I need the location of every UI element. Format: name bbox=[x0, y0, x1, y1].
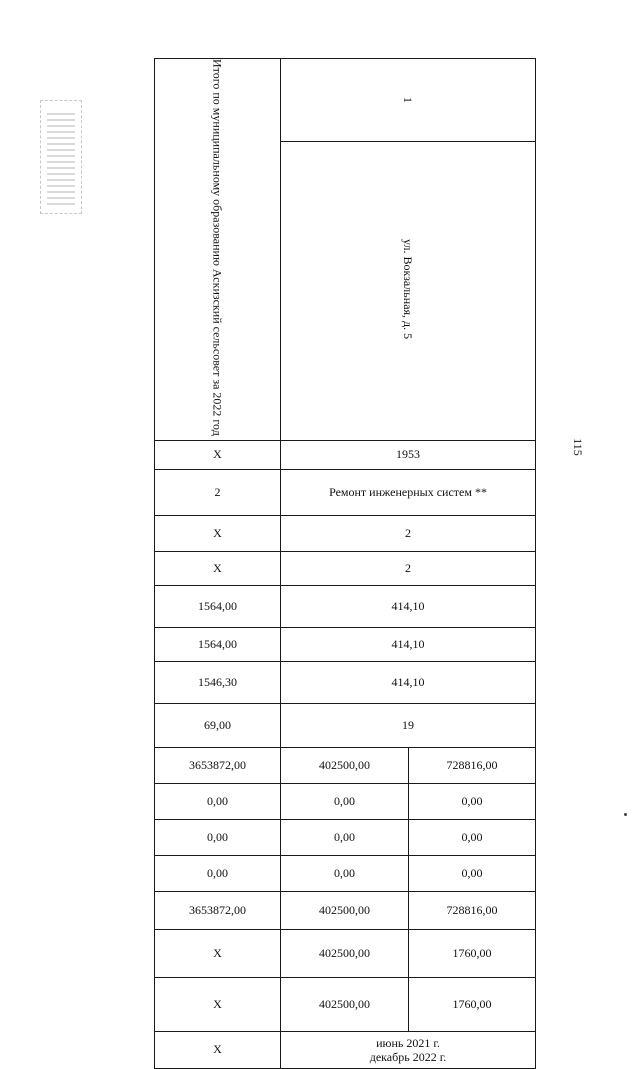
table-row bbox=[155, 661, 536, 703]
year-value: 1953 bbox=[281, 440, 536, 469]
period-end: декабрь 2022 г. bbox=[369, 1049, 447, 1064]
period-cell bbox=[281, 1031, 536, 1068]
margin-dot bbox=[624, 813, 627, 816]
entrances-value: 2 bbox=[281, 551, 536, 585]
cost4-total: 3653872,00 bbox=[155, 891, 281, 929]
unit-cost-max-b: 1760,00 bbox=[409, 977, 536, 1031]
cost3-total: 0,00 bbox=[155, 855, 281, 891]
table-row bbox=[155, 783, 536, 819]
table-row bbox=[155, 551, 536, 585]
unit-cost-max-total: X bbox=[155, 977, 281, 1031]
area3-value: 414,10 bbox=[281, 661, 536, 703]
table-row bbox=[155, 891, 536, 929]
cost2-a: 0,00 bbox=[281, 819, 409, 855]
cost2-total: 0,00 bbox=[155, 819, 281, 855]
work-type-total: 2 bbox=[155, 469, 281, 515]
cost-total-b: 728816,00 bbox=[409, 747, 536, 783]
table-row bbox=[155, 855, 536, 891]
unit-cost-total: X bbox=[155, 929, 281, 977]
unit-cost-b: 1760,00 bbox=[409, 929, 536, 977]
unit-cost-a: 402500,00 bbox=[281, 929, 409, 977]
table-row bbox=[155, 1031, 536, 1068]
cost1-a: 0,00 bbox=[281, 783, 409, 819]
address-cell bbox=[281, 141, 536, 440]
year-total: X bbox=[155, 440, 281, 469]
cost4-b: 728816,00 bbox=[409, 891, 536, 929]
period-total: X bbox=[155, 1031, 281, 1068]
residents-total: 69,00 bbox=[155, 703, 281, 747]
area2-total: 1564,00 bbox=[155, 627, 281, 661]
page-number: 115 bbox=[571, 438, 585, 456]
unit-cost-max-a: 402500,00 bbox=[281, 977, 409, 1031]
cost2-b: 0,00 bbox=[409, 819, 536, 855]
cost3-a: 0,00 bbox=[281, 855, 409, 891]
cost4-a: 402500,00 bbox=[281, 891, 409, 929]
total-header-cell bbox=[155, 59, 281, 441]
cost3-b: 0,00 bbox=[409, 855, 536, 891]
total-header-text: Итого по муниципальному образованию Аскизский сельсовет за 2022 год bbox=[210, 59, 225, 436]
table-row bbox=[155, 469, 536, 515]
summary-table bbox=[154, 58, 536, 1069]
area3-total: 1546,30 bbox=[155, 661, 281, 703]
table-row bbox=[155, 977, 536, 1031]
table-row bbox=[155, 819, 536, 855]
stamp-mark bbox=[40, 100, 82, 214]
cost1-b: 0,00 bbox=[409, 783, 536, 819]
table-row bbox=[155, 747, 536, 783]
period-start: июнь 2021 г. bbox=[376, 1035, 440, 1050]
area2-value: 414,10 bbox=[281, 627, 536, 661]
table-row bbox=[155, 59, 536, 142]
number-cell bbox=[281, 59, 536, 142]
cost-total-a: 402500,00 bbox=[281, 747, 409, 783]
entrances-total: X bbox=[155, 551, 281, 585]
cost1-total: 0,00 bbox=[155, 783, 281, 819]
number-text: 1 bbox=[401, 97, 415, 104]
table-row bbox=[155, 440, 536, 469]
address-text: ул. Вокзальная, д. 5 bbox=[401, 238, 415, 339]
table-row bbox=[155, 515, 536, 551]
table-row bbox=[155, 703, 536, 747]
area-value: 414,10 bbox=[281, 585, 536, 627]
work-type-value: Ремонт инженерных систем ** bbox=[281, 469, 536, 515]
table-row bbox=[155, 929, 536, 977]
table-row bbox=[155, 627, 536, 661]
table-row bbox=[155, 585, 536, 627]
floors-value: 2 bbox=[281, 515, 536, 551]
residents-value: 19 bbox=[281, 703, 536, 747]
cost-total-total: 3653872,00 bbox=[155, 747, 281, 783]
area-total: 1564,00 bbox=[155, 585, 281, 627]
floors-total: X bbox=[155, 515, 281, 551]
